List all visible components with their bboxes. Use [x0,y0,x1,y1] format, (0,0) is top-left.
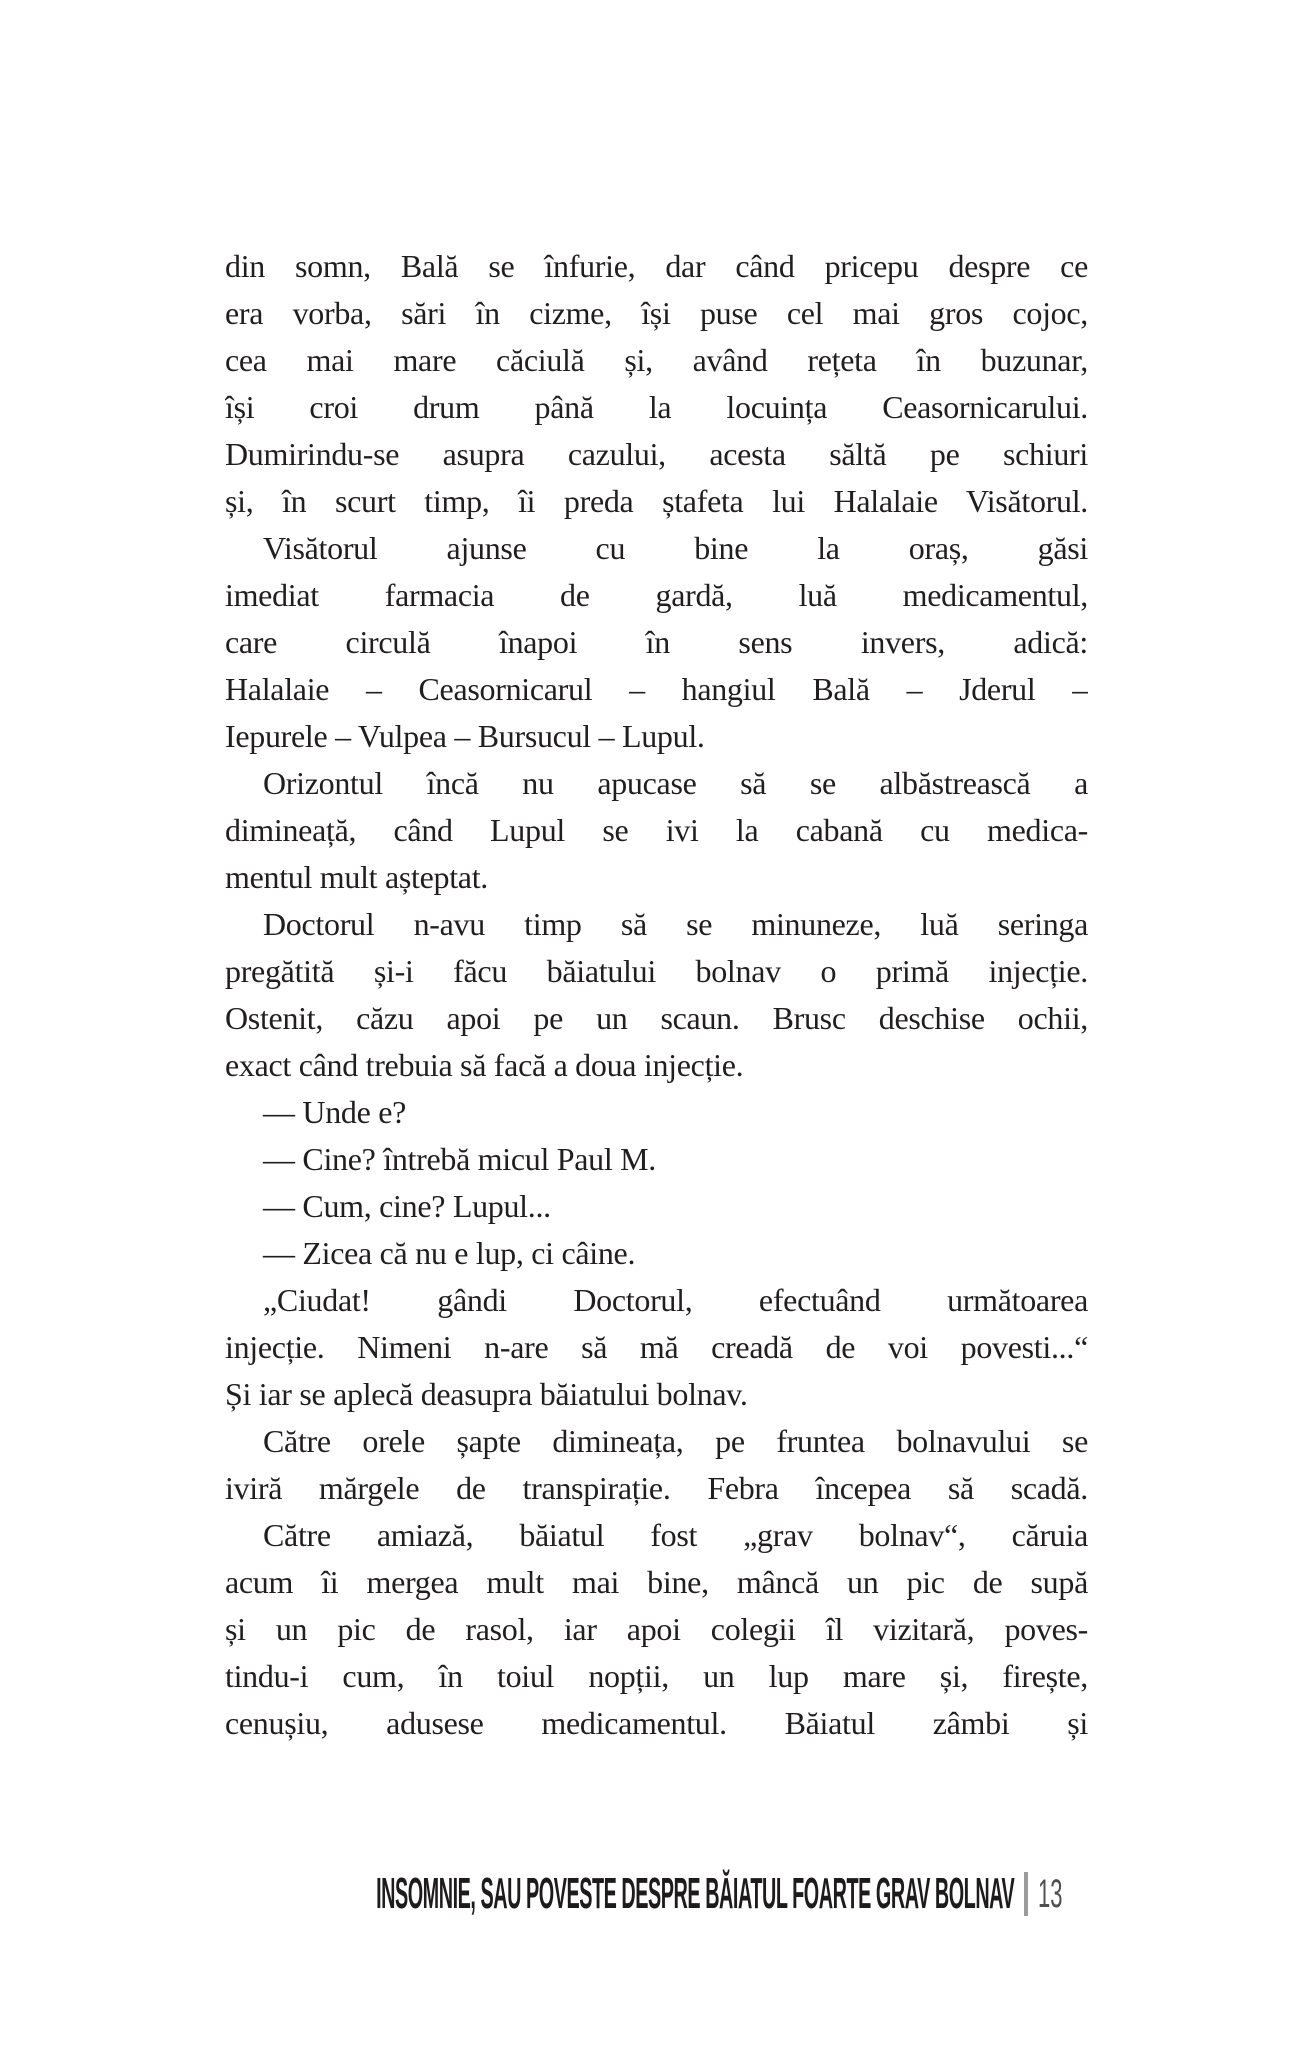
text-line: cenușiu, adusese medicamentul. Băiatul zâmbi și [225,1705,1088,1741]
text-line: mentul mult așteptat. [225,859,488,895]
text-line: — Cum, cine? Lupul... [263,1188,551,1224]
text-line: imediat farmacia de gardă, luă medicamentul, [225,577,1088,613]
page-footer [0,1869,1088,1919]
text-line: Orizontul încă nu apucase să se albăstrească a [263,765,1088,801]
text-line: — Zicea că nu e lup, ci câine. [263,1235,636,1271]
text-line: „Ciudat! gândi Doctorul, efectuând următoarea [263,1282,1088,1318]
text-line: era vorba, sări în cizme, își puse cel mai gros cojoc, [225,295,1088,331]
text-line: Către amiază, băiatul fost „grav bolnav“, căruia [263,1517,1088,1553]
text-line: injecție. Nimeni n-are să mă creadă de voi povesti...“ [225,1329,1088,1365]
text-line: își croi drum până la locuința Ceasornicarului. [225,389,1088,425]
text-line: din somn, Bală se înfurie, dar când pricepu despre ce [225,248,1088,284]
text-line: Halalaie – Ceasornicarul – hangiul Bală – Jderul – [225,671,1088,707]
text-line: dimineață, când Lupul se ivi la cabană cu medica- [225,812,1088,848]
text-line: care circulă înapoi în sens invers, adică: [225,624,1088,660]
text-line: și, în scurt timp, îi preda ștafeta lui Halalaie Visătorul. [225,483,1088,519]
text-line: exact când trebuia să facă a doua injecție. [225,1047,744,1083]
text-line: — Cine? întrebă micul Paul M. [263,1141,657,1177]
text-line: Visătorul ajunse cu bine la oraș, găsi [263,530,1088,566]
text-line: Și iar se aplecă deasupra băiatului bolnav. [225,1376,748,1412]
footer-separator-bar [1024,1872,1028,1916]
text-line: acum îi mergea mult mai bine, mâncă un pic de supă [225,1564,1088,1600]
text-line: — Unde e? [263,1094,407,1130]
text-line: Ostenit, căzu apoi pe un scaun. Brusc deschise ochii, [225,1000,1088,1036]
page-text-block [225,243,1088,1747]
text-line: Dumirindu-se asupra cazului, acesta săltă pe schiuri [225,436,1088,472]
text-line: cea mai mare căciulă și, având rețeta în buzunar, [225,342,1088,378]
text-line: iviră mărgele de transpirație. Febra începea să scadă. [225,1470,1088,1506]
text-line: Iepurele – Vulpea – Bursucul – Lupul. [225,718,705,754]
text-line: pregătită și-i făcu băiatului bolnav o primă injecție. [225,953,1088,989]
footer-chapter-title: INSOMNIE, SAU POVESTE DESPRE BĂIATUL FOARTE GRAV BOLNAV [375,1869,1014,1918]
text-line: tindu-i cum, în toiul nopții, un lup mare și, firește, [225,1658,1088,1694]
text-line: Doctorul n-avu timp să se minuneze, luă seringa [263,906,1088,942]
footer-page-number: 13 [1038,1871,1063,1916]
text-line: și un pic de rasol, iar apoi colegii îl vizitară, poves- [225,1611,1088,1647]
text-line: Către orele șapte dimineața, pe fruntea bolnavului se [263,1423,1088,1459]
